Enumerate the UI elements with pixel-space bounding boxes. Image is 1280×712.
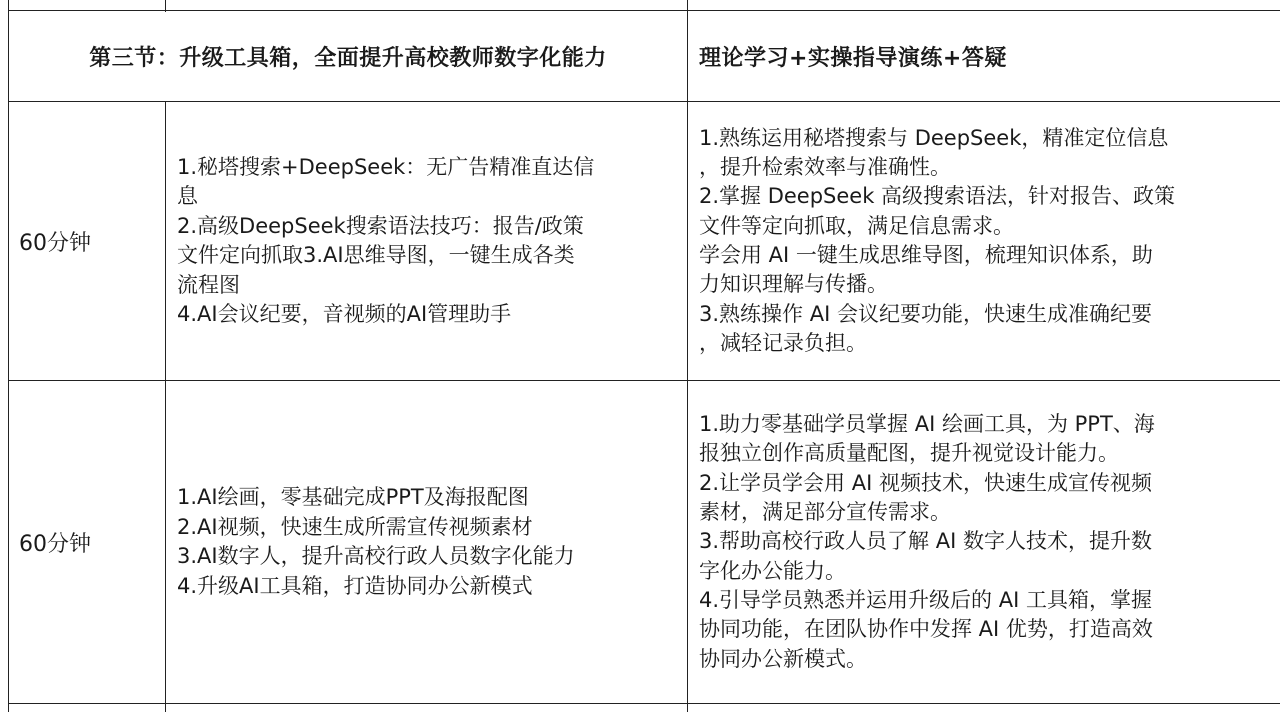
- content-cell: [165, 102, 687, 380]
- goal-line: 1.熟练运用秘塔搜索与 DeepSeek，精准定位信息: [699, 125, 1169, 150]
- goal-line: ，减轻记录负担。: [699, 330, 867, 355]
- goal-line: 力知识理解与传播。: [699, 272, 888, 297]
- goal-line: 1.助力零基础学员掌握 AI 绘画工具，为 PPT、海: [699, 412, 1155, 437]
- content-line: 文件定向抓取3.AI思维导图，一键生成各类: [177, 243, 575, 267]
- row-divider: [9, 703, 1280, 704]
- content-line: 4.AI会议纪要，音视频的AI管理助手: [177, 302, 512, 326]
- goal-cell: [687, 102, 1280, 380]
- goal-line: 报独立创作高质量配图，提升视觉设计能力。: [699, 441, 1119, 466]
- goal-line: ，提升检索效率与准确性。: [699, 155, 951, 180]
- content-list: [177, 153, 594, 330]
- goal-line: 4.引导学员熟悉并运用升级后的 AI 工具箱，掌握: [699, 587, 1152, 612]
- goal-list: [699, 124, 1175, 358]
- content-line: 4.升级AI工具箱，打造协同办公新模式: [177, 573, 533, 598]
- goal-line: 3.帮助高校行政人员了解 AI 数字人技术，提升数: [699, 529, 1152, 554]
- content-line: 1.秘塔搜索+DeepSeek：无广告精准直达信: [177, 154, 595, 179]
- content-line: 3.AI数字人，提升高校行政人员数字化能力: [177, 544, 575, 568]
- goal-list: [699, 410, 1155, 674]
- section-title-cell: [9, 11, 687, 101]
- schedule-table: [8, 0, 1280, 712]
- goal-line: 学会用 AI 一键生成思维导图，梳理知识体系，助: [699, 243, 1153, 267]
- content-line: 流程图: [177, 272, 240, 297]
- duration-label: 60分钟: [19, 230, 91, 256]
- content-line: 2.AI视频，快速生成所需宣传视频素材: [177, 514, 533, 539]
- goal-cell: [687, 381, 1280, 703]
- duration-cell: [9, 381, 165, 703]
- goal-line: 文件等定向抓取，满足信息需求。: [699, 213, 1014, 238]
- goal-line: 2.让学员学会用 AI 视频技术，快速生成宣传视频: [699, 470, 1152, 495]
- duration-cell: [9, 102, 165, 380]
- content-cell: [165, 381, 687, 703]
- content-line: 息: [177, 184, 198, 208]
- content-line: 2.高级DeepSeek搜索语法技巧：报告/政策: [177, 213, 584, 238]
- goal-line: 3.熟练操作 AI 会议纪要功能，快速生成准确纪要: [699, 301, 1152, 326]
- goal-line: 字化办公能力。: [699, 558, 846, 583]
- section-method: 理论学习+实操指导演练+答疑: [699, 45, 1007, 71]
- duration-label: 60分钟: [19, 531, 91, 557]
- section-title: 第三节：升级工具箱，全面提升高校教师数字化能力: [89, 45, 607, 71]
- goal-line: 素材，满足部分宣传需求。: [699, 500, 951, 525]
- goal-line: 协同功能，在团队协作中发挥 AI 优势，打造高效: [699, 617, 1153, 642]
- goal-line: 2.掌握 DeepSeek 高级搜索语法，针对报告、政策: [699, 184, 1176, 209]
- goal-line: 协同办公新模式。: [699, 646, 867, 671]
- section-method-cell: [687, 11, 1280, 101]
- content-list: [177, 483, 575, 601]
- content-line: 1.AI绘画，零基础完成PPT及海报配图: [177, 485, 529, 509]
